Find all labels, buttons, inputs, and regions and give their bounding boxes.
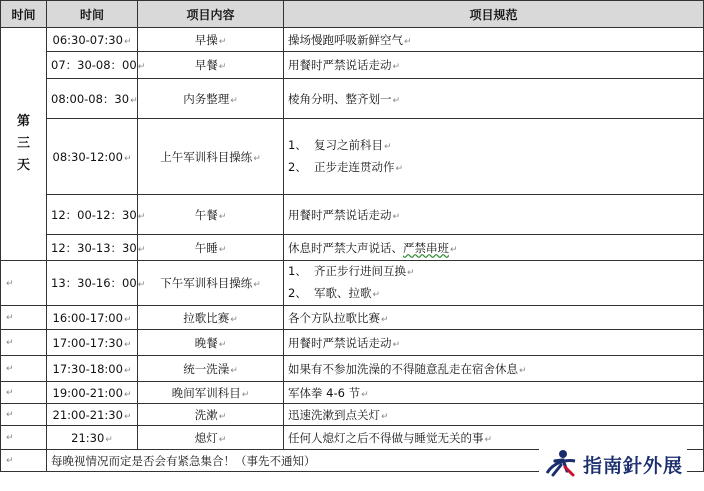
empty-day-cell	[1, 330, 47, 356]
time-cell	[47, 79, 138, 119]
spec-cell	[284, 261, 704, 306]
spec-cell	[284, 235, 704, 261]
spec-text: 各个方队拉歌比赛	[288, 310, 380, 325]
time-text: 17:00-17:30	[52, 335, 123, 350]
paragraph-mark-icon: ↵	[218, 36, 227, 47]
time-text: 08:30-12:00	[52, 149, 123, 164]
spec-cell	[284, 330, 704, 356]
paragraph-mark-icon: ↵	[123, 411, 132, 422]
item-text: 早餐	[194, 58, 218, 72]
item-text: 拉歌比赛	[183, 310, 230, 325]
paragraph-mark-icon: ↵	[218, 411, 227, 422]
table-row	[1, 356, 704, 382]
item-cell	[138, 404, 284, 426]
day-label-char: 第	[16, 114, 30, 129]
empty-day-cell	[1, 261, 47, 306]
spec-cell	[284, 356, 704, 382]
paragraph-mark-icon: ↵	[137, 244, 146, 255]
table-row	[1, 306, 704, 330]
empty-day-cell	[1, 382, 47, 404]
item-text: 晚餐	[194, 335, 218, 350]
item-cell	[138, 306, 284, 330]
item-cell	[138, 119, 284, 195]
paragraph-mark-icon: ↵	[137, 280, 146, 290]
spec-number: 2、	[288, 159, 307, 174]
item-cell	[138, 261, 284, 306]
empty-day-cell	[1, 404, 47, 426]
empty-day-cell	[1, 426, 47, 450]
time-text: 06:30-07:30	[52, 32, 123, 47]
spec-text: 复习之前科目	[314, 137, 383, 152]
item-text: 晚间军训科目	[171, 385, 241, 400]
time-text: 19:00-21:00	[52, 385, 123, 400]
paragraph-mark-icon: ↵	[6, 278, 14, 289]
spec-text: 操场慢跑呼吸新鲜空气	[288, 32, 403, 47]
time-cell	[47, 356, 138, 382]
item-text: 早操	[194, 32, 218, 47]
item-text: 统一洗澡	[183, 361, 230, 376]
paragraph-mark-icon: ↵	[450, 244, 458, 255]
paragraph-mark-icon: ↵	[484, 434, 493, 445]
item-text: 午睡	[194, 240, 218, 255]
paragraph-mark-icon: ↵	[218, 62, 227, 72]
time-cell	[47, 404, 138, 426]
paragraph-mark-icon: ↵	[230, 95, 238, 106]
spec-cell	[284, 79, 704, 119]
time-cell	[47, 261, 146, 306]
spec-text: 军歌、拉歌	[314, 286, 372, 300]
spec-text: 用餐时严禁说话走动	[288, 58, 392, 72]
spec-cell	[284, 306, 704, 330]
paragraph-mark-icon: ↵	[381, 411, 389, 422]
paragraph-mark-icon: ↵	[404, 36, 412, 47]
empty-day-cell	[1, 356, 47, 382]
paragraph-mark-icon: ↵	[6, 388, 14, 398]
time-cell	[47, 306, 138, 330]
logo-text: 指南針外展	[582, 454, 683, 477]
day-label-char: 三	[16, 136, 30, 151]
day-label-cell	[1, 28, 47, 261]
paragraph-mark-icon: ↵	[6, 313, 14, 323]
time-cell	[47, 195, 146, 235]
table-row	[1, 235, 704, 261]
time-cell	[47, 426, 138, 450]
paragraph-mark-icon: ↵	[253, 280, 261, 290]
spec-line	[288, 157, 699, 179]
brand-logo	[539, 447, 687, 481]
spec-cell	[284, 195, 704, 235]
spec-text-flagged: 严禁串班	[403, 240, 449, 255]
spec-text: 休息时严禁大声说话、	[288, 240, 403, 255]
spec-cell	[284, 404, 704, 426]
paragraph-mark-icon: ↵	[372, 290, 381, 300]
header-day: 时间	[1, 1, 47, 28]
table-row	[1, 426, 704, 450]
paragraph-mark-icon: ↵	[381, 314, 389, 325]
time-cell	[47, 52, 146, 79]
paragraph-mark-icon: ↵	[218, 339, 227, 350]
header-item: 项目内容	[138, 1, 284, 28]
time-text: 08:00-08：30	[51, 91, 130, 106]
spec-text: 正步走连贯动作	[314, 159, 395, 174]
paragraph-mark-icon: ↵	[123, 314, 132, 325]
spec-text: 如果有不参加洗澡的不得随意乱走在宿舍休息	[288, 361, 518, 376]
time-cell	[47, 382, 138, 404]
item-text: 内务整理	[183, 91, 230, 106]
paragraph-mark-icon: ↵	[123, 36, 132, 47]
spec-cell	[284, 52, 704, 79]
paragraph-mark-icon: ↵	[123, 389, 132, 400]
runner-logo-icon	[543, 449, 579, 479]
item-text: 下午军训科目操练	[160, 276, 253, 290]
paragraph-mark-icon: ↵	[392, 339, 401, 350]
spec-text: 用餐时严禁说话走动	[288, 335, 392, 350]
time-cell	[47, 119, 138, 195]
time-text: 21:00-21:30	[52, 407, 123, 422]
paragraph-mark-icon: ↵	[241, 389, 250, 400]
item-text: 上午军训科目操练	[160, 149, 253, 164]
item-cell	[138, 52, 284, 79]
paragraph-mark-icon: ↵	[384, 141, 392, 152]
spec-line	[288, 135, 699, 157]
day-label-char: 天	[16, 158, 30, 173]
paragraph-mark-icon: ↵	[392, 95, 401, 106]
table-row	[1, 28, 704, 52]
item-cell	[138, 235, 284, 261]
spec-cell	[284, 382, 704, 404]
time-text: 12：30-13：30	[51, 240, 137, 255]
spec-cell	[284, 28, 704, 52]
paragraph-mark-icon: ↵	[407, 268, 415, 278]
paragraph-mark-icon: ↵	[361, 389, 369, 400]
spec-line	[288, 261, 699, 283]
paragraph-mark-icon: ↵	[392, 62, 401, 72]
time-text: 13：30-16：00	[51, 276, 137, 290]
item-cell	[138, 356, 284, 382]
time-cell	[47, 330, 138, 356]
time-cell	[47, 28, 138, 52]
table-row	[1, 52, 704, 79]
spec-number: 2、	[288, 286, 307, 300]
paragraph-mark-icon: ↵	[130, 95, 138, 106]
paragraph-mark-icon: ↵	[137, 62, 146, 72]
header-spec: 项目规范	[284, 1, 704, 28]
item-text: 洗漱	[194, 407, 218, 422]
item-cell	[138, 79, 284, 119]
empty-day-cell	[1, 306, 47, 330]
empty-day-cell	[1, 450, 47, 472]
paragraph-mark-icon: ↵	[519, 365, 527, 376]
time-text: 12：00-12：30	[51, 207, 137, 222]
spec-number: 1、	[288, 264, 307, 278]
spec-text: 任何人熄灯之后不得做与睡觉无关的事	[288, 430, 484, 445]
time-text: 17:30-18:00	[52, 361, 123, 376]
item-text: 午餐	[194, 207, 218, 222]
item-cell	[138, 382, 284, 404]
paragraph-mark-icon: ↵	[6, 433, 14, 443]
spec-text: 齐正步行进间互换	[314, 264, 406, 278]
paragraph-mark-icon: ↵	[218, 434, 227, 445]
spec-text: 用餐时严禁说话走动	[288, 207, 392, 222]
table-row	[1, 330, 704, 356]
paragraph-mark-icon: ↵	[123, 365, 132, 376]
paragraph-mark-icon: ↵	[6, 456, 14, 466]
spec-cell	[284, 119, 704, 195]
paragraph-mark-icon: ↵	[6, 410, 14, 420]
time-cell	[47, 235, 146, 261]
item-cell	[138, 330, 284, 356]
time-text: 21:30	[71, 430, 105, 445]
spec-cell	[284, 426, 704, 450]
paragraph-mark-icon: ↵	[123, 153, 132, 164]
paragraph-mark-icon: ↵	[218, 244, 227, 255]
item-cell	[138, 28, 284, 52]
paragraph-mark-icon: ↵	[6, 364, 14, 374]
spec-line	[288, 283, 699, 305]
spec-text: 军体拳 4-6 节	[288, 385, 361, 400]
paragraph-mark-icon: ↵	[253, 153, 261, 164]
table-row	[1, 119, 704, 195]
paragraph-mark-icon: ↵	[137, 211, 146, 222]
time-text: 07：30-08：00	[51, 58, 137, 72]
paragraph-mark-icon: ↵	[123, 339, 132, 350]
table-row	[1, 404, 704, 426]
time-text: 16:00-17:00	[52, 310, 123, 325]
table-row	[1, 195, 704, 235]
paragraph-mark-icon: ↵	[230, 314, 238, 325]
header-row	[1, 1, 704, 28]
paragraph-mark-icon: ↵	[218, 211, 227, 222]
paragraph-mark-icon: ↵	[6, 338, 14, 348]
paragraph-mark-icon: ↵	[105, 434, 113, 445]
spec-text: 迅速洗漱到点关灯	[288, 407, 380, 422]
table-row	[1, 261, 704, 306]
table-row	[1, 79, 704, 119]
spec-number: 1、	[288, 137, 307, 152]
spec-text: 棱角分明、整齐划一	[288, 91, 392, 106]
item-text: 熄灯	[194, 430, 218, 445]
paragraph-mark-icon: ↵	[392, 211, 401, 222]
item-cell	[138, 195, 284, 235]
table-row	[1, 382, 704, 404]
item-cell	[138, 426, 284, 450]
header-time: 时间	[47, 1, 138, 28]
paragraph-mark-icon: ↵	[395, 163, 404, 174]
footer-note-text: 每晚视情况而定是否会有紧急集合！（事先不通知）	[51, 453, 316, 468]
paragraph-mark-icon: ↵	[230, 365, 238, 376]
